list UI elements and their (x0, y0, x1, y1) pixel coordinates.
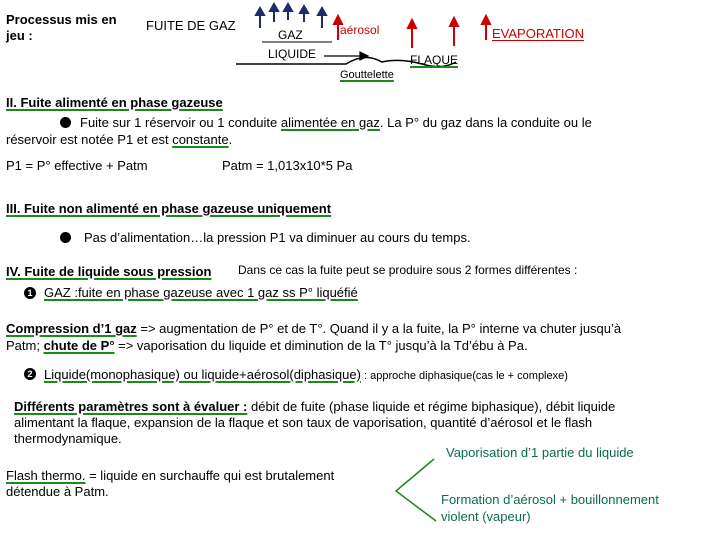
section-2-line-2: réservoir est notée P1 et est constante. (6, 132, 233, 147)
gaz-label: GAZ (278, 28, 303, 42)
page-title: Processus mis en jeu : (6, 12, 117, 43)
process-diagram (230, 0, 610, 90)
parameters-paragraph: Différents paramètres sont à évaluer : débit de fuite (phase liquide et régime biphasique), débit liquide alimentant la flaque, expansion de la flaque et son taux de vaporisation, quantité d’aérosol et le flash thermodynamique. (14, 399, 616, 446)
compression-line-1: Compression d’1 gaz => augmentation de P° et de T°. Quand il y a la fuite, la P° interne va chuter jusqu’à (6, 321, 622, 336)
section-4-intro: Dans ce cas la fuite peut se produire sous 2 formes différentes : (238, 263, 578, 277)
number-1-icon: 1 (24, 287, 36, 299)
bullet-icon (60, 232, 71, 243)
flash-thermo-paragraph: Flash thermo. = liquide en surchauffe qui est brutalement détendue à Patm. (6, 468, 335, 499)
section-3-heading: III. Fuite non alimenté en phase gazeuse uniquement (6, 201, 332, 216)
liquide-label: LIQUIDE (268, 47, 317, 61)
item-2-row: Liquide(monophasique) ou liquide+aérosol(diphasique) : approche diphasique(cas le + complexe) (44, 367, 568, 382)
bullet-icon (60, 117, 71, 128)
gouttelette-label: Gouttelette (340, 69, 394, 81)
section-2-line-1: Fuite sur 1 réservoir ou 1 conduite alimentée en gaz. La P° du gaz dans la conduite ou le (80, 115, 592, 130)
compression-line-2: Patm; chute de P° => vaporisation du liquide et diminution de la T° jusqu’à la Td’ébu à Pa. (6, 338, 528, 353)
gas-arrows (256, 4, 326, 28)
section-2-heading: II. Fuite alimenté en phase gazeuse (6, 95, 223, 110)
branch-aerosol: Formation d’aérosol + bouillonnement violent (vapeur) (441, 492, 659, 524)
section-4-heading: IV. Fuite de liquide sous pression (6, 264, 212, 279)
formula-patm: Patm = 1,013x10*5 Pa (222, 158, 353, 173)
item-1-text: GAZ :fuite en phase gazeuse avec 1 gaz ss P° liquéfié (44, 285, 358, 300)
branch-vaporisation: Vaporisation d’1 partie du liquide (446, 445, 634, 460)
fuite-gaz-label: FUITE DE GAZ (146, 18, 236, 33)
flaque-label: FLAQUE (410, 53, 459, 67)
aerosol-label: aérosol (340, 23, 380, 37)
section-3-text: Pas d’alimentation…la pression P1 va diminuer au cours du temps. (84, 230, 471, 245)
number-2-icon: 2 (24, 368, 36, 380)
leak-arrow (324, 52, 368, 60)
formula-p1: P1 = P° effective + Patm (6, 158, 148, 173)
evaporation-label: EVAPORATION (492, 26, 584, 41)
